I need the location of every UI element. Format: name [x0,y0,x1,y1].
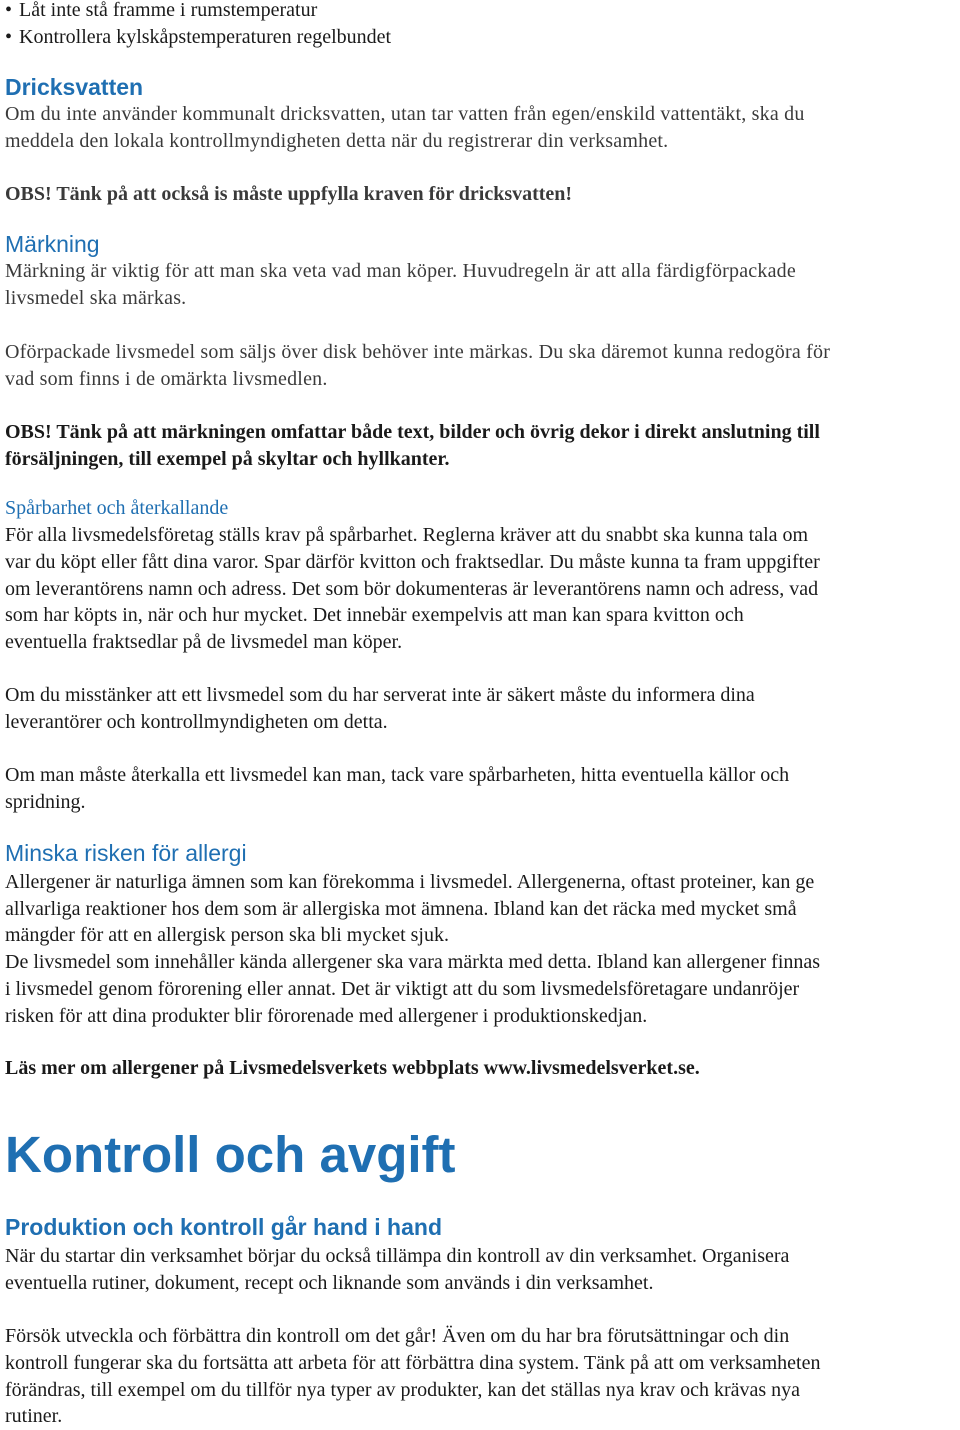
paragraph-line: Om du misstänker att ett livsmedel som du har serverat inte är säkert måste du informera dina [5,684,755,706]
read-more-note: Läs mer om allergener på Livsmedelsverkets webbplats www.livsmedelsverket.se. [5,1057,700,1079]
paragraph-line: risken för att dina produkter blir förorenade med allergener i produktionskedjan. [5,1005,648,1027]
paragraph-line: i livsmedel genom förorening eller annat. Det är viktigt att du som livsmedelsföretagare undanröjer [5,978,800,1000]
paragraph-line: spridning. [5,791,86,813]
paragraph-line: Försök utveckla och förbättra din kontroll om det går! Även om du har bra förutsättningar och din [5,1325,790,1347]
obs-note: OBS! Tänk på att märkningen omfattar både text, bilder och övrig dekor i direkt anslutning till [5,421,820,443]
paragraph-line: meddela den lokala kontrollmyndigheten detta när du registrerar din verksamhet. [5,130,669,152]
paragraph-line: leverantörer och kontrollmyndigheten om detta. [5,711,388,733]
paragraph-line: allvarliga reaktioner hos dem som är allergiska mot ämnena. Ibland kan det räcka med mycket små [5,898,797,920]
paragraph-line: rutiner. [5,1405,63,1427]
paragraph-line: Märkning är viktig för att man ska veta vad man köper. Huvudregeln är att alla färdigförpackade [5,260,796,282]
bullet-item [5,24,391,51]
paragraph-line: mängder för att en allergisk person ska bli mycket sjuk. [5,924,449,946]
bullet-icon: • [5,0,13,21]
paragraph-line: som har köpts in, när och hur mycket. Det innebär exempelvis att man kan spara kvitton och [5,604,744,626]
paragraph-line: om leverantörens namn och adress. Det som bör dokumenteras är leverantörens namn och adress, vad [5,578,819,600]
paragraph-line: livsmedel ska märkas. [5,287,187,309]
obs-note: försäljningen, till exempel på skyltar och hyllkanter. [5,448,450,470]
section-heading-markning: Märkning [5,231,100,257]
chapter-heading-kontroll: Kontroll och avgift [5,1126,456,1183]
section-heading-produktion: Produktion och kontroll går hand i hand [5,1214,442,1240]
bullet-icon: • [5,26,13,48]
paragraph-line: När du startar din verksamhet börjar du också tillämpa din kontroll av din verksamhet. Organisera [5,1245,790,1267]
obs-note: OBS! Tänk på att också is måste uppfylla kraven för dricksvatten! [5,183,573,205]
paragraph-line: vad som finns i de omärkta livsmedlen. [5,368,328,390]
paragraph-line: Oförpackade livsmedel som säljs över disk behöver inte märkas. Du ska däremot kunna redogöra för [5,341,831,363]
section-heading-sparbarhet: Spårbarhet och återkallande [5,497,229,519]
paragraph-line: eventuella fraktsedlar på de livsmedel man köper. [5,631,403,653]
paragraph-line: kontroll fungerar ska du fortsätta att arbeta för att förbättra dina system. Tänk på att om verksamheten [5,1352,821,1374]
paragraph-line: förändras, till exempel om du tillför nya typer av produkter, kan det ställas nya krav och krävas nya [5,1379,801,1401]
bullet-text: Låt inte stå framme i rumstemperatur [19,0,318,21]
paragraph-line: De livsmedel som innehåller kända allergener ska vara märkta med detta. Ibland kan allergener finnas [5,951,821,973]
paragraph-line: var du köpt eller fått dina varor. Spar därför kvitton och fraktsedlar. Du måste kunna ta fram uppgifter [5,551,820,573]
section-heading-allergi: Minska risken för allergi [5,840,247,866]
bullet-text: Kontrollera kylskåpstemperaturen regelbundet [19,26,392,48]
section-heading-dricksvatten: Dricksvatten [5,74,144,100]
paragraph-line: Om man måste återkalla ett livsmedel kan man, tack vare spårbarheten, hitta eventuella källor och [5,764,790,786]
paragraph-line: Allergener är naturliga ämnen som kan förekomma i livsmedel. Allergenerna, oftast proteiner, kan ge [5,871,815,893]
paragraph-line: För alla livsmedelsföretag ställs krav på spårbarhet. Reglerna kräver att du snabbt ska kunna tala om [5,524,809,546]
paragraph-line: eventuella rutiner, dokument, recept och liknande som används i din verksamhet. [5,1272,654,1294]
bullet-item [5,0,317,24]
paragraph-line: Om du inte använder kommunalt dricksvatten, utan tar vatten från egen/enskild vattentäkt, ska du [5,103,805,125]
